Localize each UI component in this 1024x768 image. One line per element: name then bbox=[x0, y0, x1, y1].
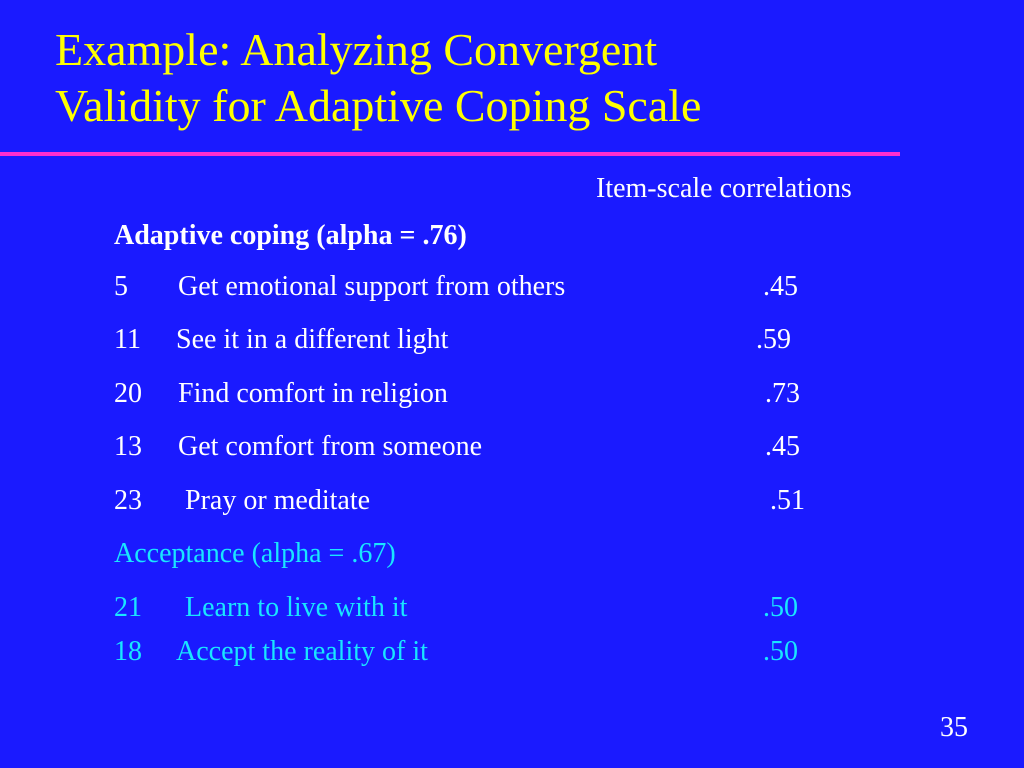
item-correlation: .73 bbox=[765, 378, 800, 409]
column-header: Item-scale correlations bbox=[596, 173, 852, 204]
item-number: 23 bbox=[114, 485, 142, 516]
item-correlation: .59 bbox=[756, 324, 791, 355]
slide-title bbox=[55, 22, 955, 134]
item-number: 5 bbox=[114, 271, 128, 302]
item-number: 21 bbox=[114, 592, 142, 623]
item-correlation: .50 bbox=[763, 636, 798, 667]
item-text: Find comfort in religion bbox=[178, 378, 448, 409]
item-text: Get comfort from someone bbox=[178, 431, 483, 462]
item-correlation: .50 bbox=[763, 592, 798, 623]
item-text: Learn to live with it bbox=[185, 592, 408, 623]
item-text: Pray or meditate bbox=[185, 485, 371, 516]
item-number: 11 bbox=[114, 324, 141, 355]
item-number: 13 bbox=[114, 431, 142, 462]
item-text: Get emotional support from others bbox=[178, 271, 566, 302]
item-correlation: .45 bbox=[765, 431, 800, 462]
item-number: 20 bbox=[114, 378, 142, 409]
item-correlation: .45 bbox=[763, 271, 798, 302]
item-correlation: .51 bbox=[770, 485, 805, 516]
item-text: See it in a different light bbox=[176, 324, 449, 355]
page-number: 35 bbox=[940, 712, 968, 743]
slide-title-line-2: Validity for Adaptive Coping Scale bbox=[55, 80, 702, 131]
item-text: Accept the reality of it bbox=[176, 636, 428, 667]
adaptive-heading: Adaptive coping (alpha = .76) bbox=[114, 220, 467, 251]
item-number: 18 bbox=[114, 636, 142, 667]
title-divider bbox=[0, 152, 900, 156]
acceptance-heading: Acceptance (alpha = .67) bbox=[114, 538, 396, 569]
slide-title-line-1: Example: Analyzing Convergent bbox=[55, 24, 658, 75]
